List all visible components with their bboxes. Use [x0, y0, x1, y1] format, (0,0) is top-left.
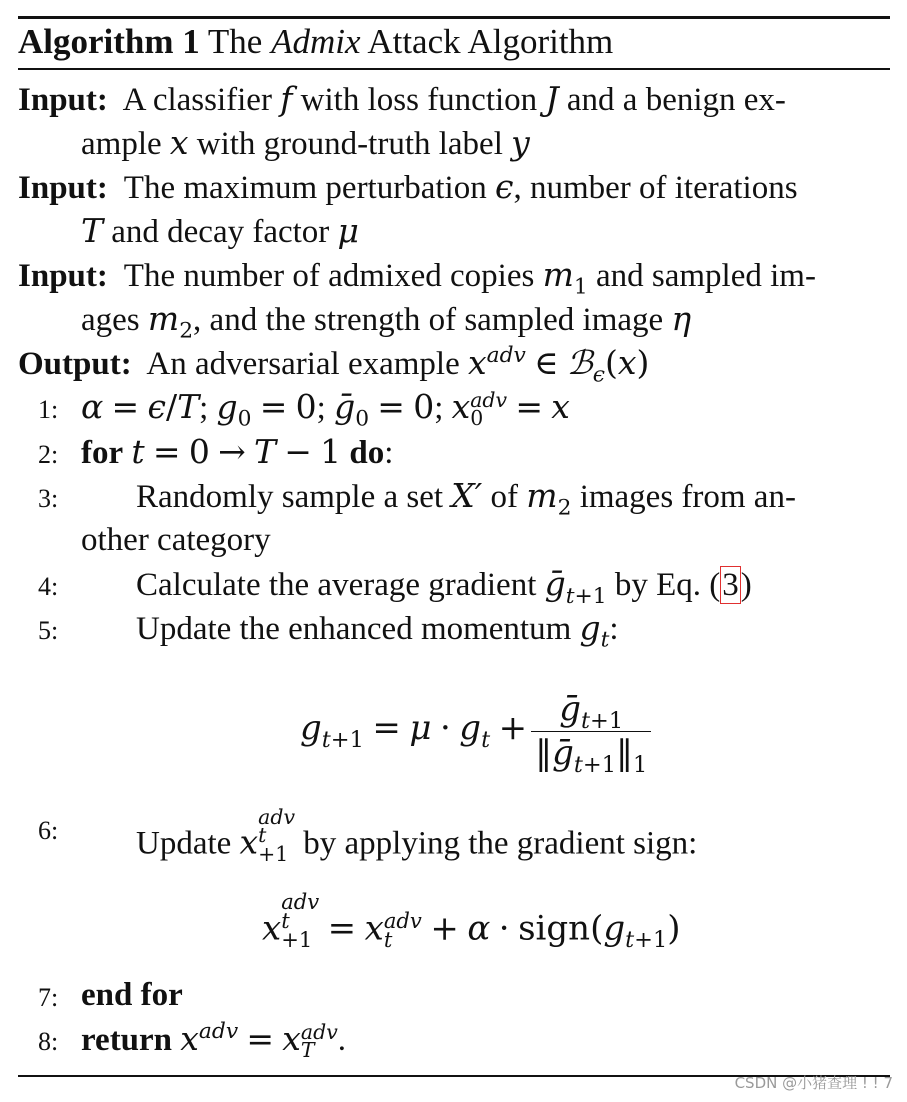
- step-7-number: 7:: [38, 983, 59, 1012]
- step-3-line-2: other category: [81, 522, 271, 558]
- step-3-number: 3:: [38, 484, 59, 513]
- step-6-line: Update x adv t +1 by applying the gradient sign:: [136, 805, 698, 866]
- header-rule: [18, 68, 890, 70]
- top-rule: [18, 16, 890, 19]
- algorithm-title: Algorithm 1 The Admix Attack Algorithm: [18, 22, 614, 61]
- output-line: Output: An adversarial example $x^{adv}$ ∈ ℬ$_\epsilon$(x): [18, 343, 650, 388]
- step-6-number: 6:: [38, 816, 59, 845]
- step-5-number: 5:: [38, 616, 59, 645]
- input-1-line-1: Input: A classifier f with loss function J and a benign ex-: [18, 79, 786, 118]
- step-3-line-1: Randomly sample a set X′ of $m_2$ images from an-: [136, 476, 796, 521]
- step-4-line: Calculate the average gradient ḡ$_{t+1}$ by Eq. (3): [136, 564, 752, 609]
- input-2-line-2: T and decay factor μ: [81, 211, 359, 250]
- step-2-line: for t = 0 → T − 1 do:: [81, 432, 394, 471]
- watermark: CSDN @小猪查理 ! ! 7: [734, 1074, 893, 1092]
- input-3-line-1: Input: The number of admixed copies $m_1$ and sampled im-: [18, 255, 816, 300]
- step-7-line: end for: [81, 977, 183, 1013]
- step-2-number: 2:: [38, 440, 59, 469]
- step-8-line: return $x^{adv} = x$ adv T .: [81, 1019, 346, 1063]
- step-8-number: 8:: [38, 1027, 59, 1056]
- step-4-number: 4:: [38, 572, 59, 601]
- step-1-line: α = ϵ/T; $g_0 = 0$; ḡ$_0$ = 0; x adv 0 = x: [81, 387, 570, 432]
- equation-reference-link[interactable]: 3: [722, 567, 739, 603]
- step-5-line: Update the enhanced momentum $g_t$:: [136, 608, 619, 653]
- input-1-line-2: ample x with ground-truth label y: [81, 123, 530, 162]
- momentum-equation: $g_{t+1} = \mu \cdot g_t$ + $\frac{ḡ_{t+1}}{‖ḡ_{t+1}‖_1}$: [300, 683, 655, 774]
- input-2-line-1: Input: The maximum perturbation ϵ, number of iterations: [18, 167, 798, 206]
- step-1-number: 1:: [38, 395, 59, 424]
- update-equation: x adv t +1 = x adv t + $\alpha \cdot sign(g_{t+1})$: [262, 889, 681, 954]
- input-3-line-2: ages $m_2$, and the strength of sampled image η: [81, 299, 692, 344]
